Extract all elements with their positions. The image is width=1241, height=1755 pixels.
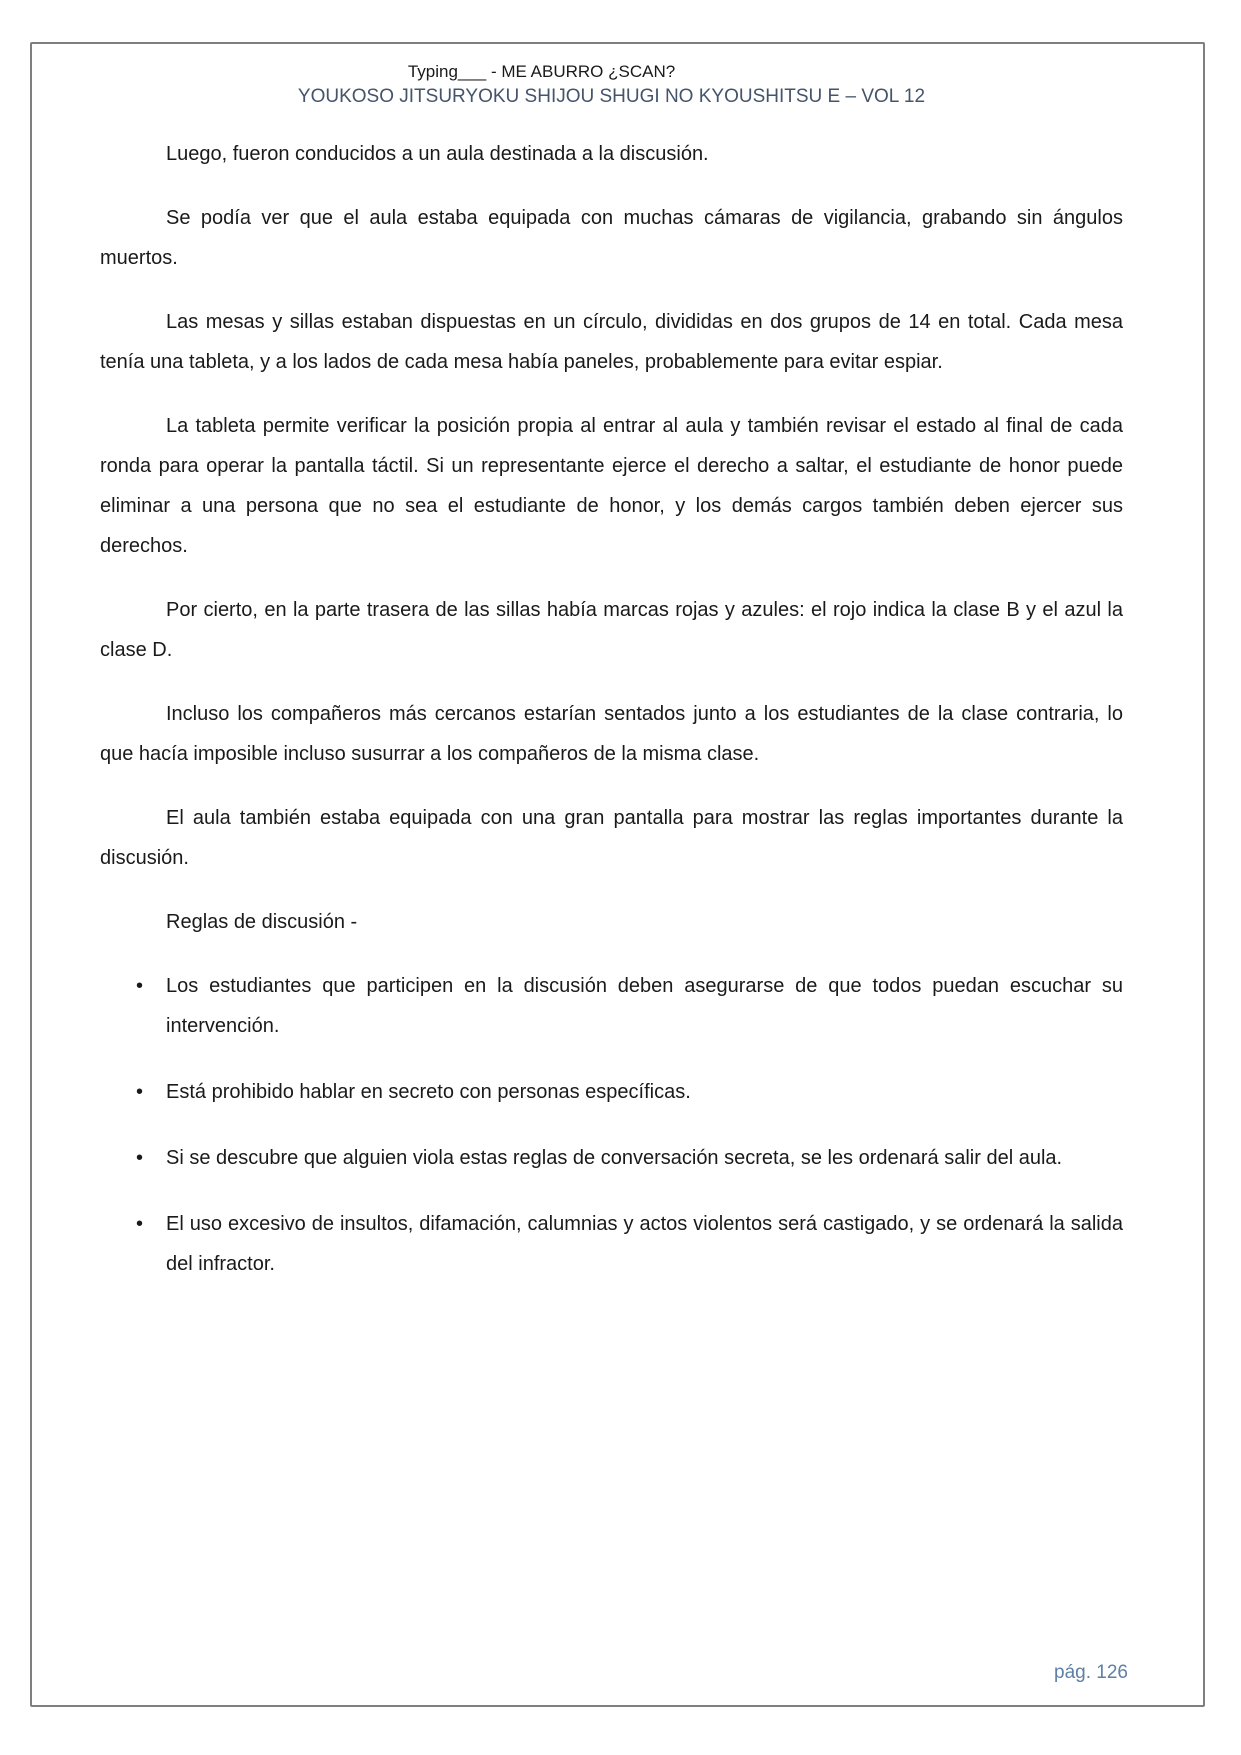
paragraph: La tableta permite verificar la posición propia al entrar al aula y también revisar el estado al final de cada ronda para operar la pantalla táctil. Si un representante ejerce el derecho a saltar, el estudiante de honor puede eliminar a una persona que no sea el estudiante de honor, y los demás cargos también deben ejercer sus derechos. [100, 415, 1123, 557]
header-title: Typing___ - ME ABURRO ¿SCAN? [407, 62, 676, 81]
bullet-icon: • [136, 975, 144, 997]
list-item [100, 1204, 1123, 1284]
list-item-text: Si se descubre que alguien viola estas reglas de conversación secreta, se les ordenará salir del aula. [166, 1147, 1063, 1169]
rules-heading: Reglas de discusión - [166, 911, 358, 933]
list-item-text: Está prohibido hablar en secreto con personas específicas. [166, 1081, 691, 1103]
document-header [100, 60, 1123, 110]
document-body [100, 134, 1123, 1284]
rules-list [100, 966, 1123, 1284]
list-item [100, 1138, 1123, 1178]
page-content [100, 0, 1123, 1310]
paragraph: Se podía ver que el aula estaba equipada con muchas cámaras de vigilancia, grabando sin ángulos muertos. [100, 207, 1123, 269]
list-item-text: Los estudiantes que participen en la discusión deben asegurarse de que todos puedan escuchar su intervención. [166, 975, 1123, 1037]
list-item [100, 1072, 1123, 1112]
paragraph: Por cierto, en la parte trasera de las sillas había marcas rojas y azules: el rojo indica la clase B y el azul la clase D. [100, 599, 1123, 661]
list-item [100, 966, 1123, 1046]
bullet-icon: • [136, 1147, 144, 1169]
page-number: pág. 126 [1054, 1662, 1128, 1683]
paragraph: El aula también estaba equipada con una gran pantalla para mostrar las reglas importantes durante la discusión. [100, 807, 1123, 869]
bullet-icon: • [136, 1213, 144, 1235]
paragraph: Las mesas y sillas estaban dispuestas en un círculo, divididas en dos grupos de 14 en total. Cada mesa tenía una tableta, y a los lados de cada mesa había paneles, probablemente para evitar espiar. [100, 311, 1123, 373]
paragraph: Luego, fueron conducidos a un aula destinada a la discusión. [166, 143, 709, 165]
bullet-icon: • [136, 1081, 144, 1103]
list-item-text: El uso excesivo de insultos, difamación, calumnias y actos violentos será castigado, y se ordenará la salida del infractor. [166, 1213, 1123, 1275]
header-subtitle: YOUKOSO JITSURYOKU SHIJOU SHUGI NO KYOUSHITSU E – VOL 12 [297, 86, 926, 107]
paragraph: Incluso los compañeros más cercanos estarían sentados junto a los estudiantes de la clase contraria, lo que hacía imposible incluso susurrar a los compañeros de la misma clase. [100, 703, 1123, 765]
